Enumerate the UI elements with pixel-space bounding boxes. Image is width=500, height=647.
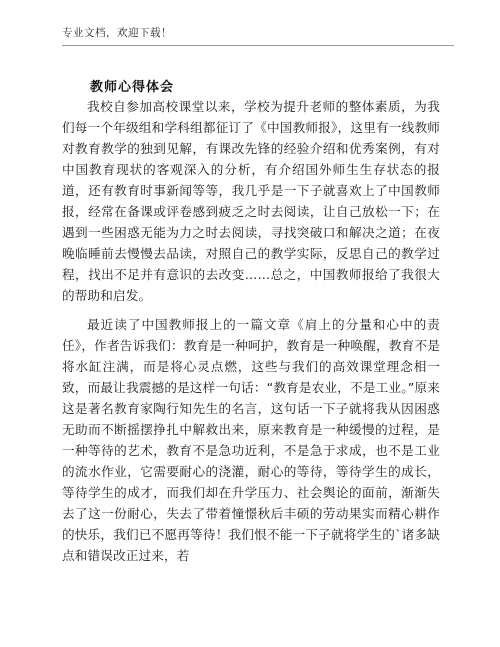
paragraph-2: 最近读了中国教师报上的一篇文章《肩上的分量和心中的责任》，作者告诉我们：教育是一种呵护，教育是一种唤醒，教育不是将水缸注满，而是将心灵点燃，这些与我们的高效课堂理念相一致，而最让我震撼的是这样一句话：“教育是农业，不是工业。”原来这是著名教育家陶行知先生的名言，这句话一下子就将我从因困惑无助而不断摇摆挣扎中解救出来，原来教育是一种缓慢的过程，是一种等待的艺术，教育不是急功近利，不是急于求成，也不是工业的流水作业，它需要耐心的浇灌，耐心的等待，等待学生的成长，等待学生的成才，而我们却在升学压力、社会舆论的面前，渐渐失去了这一份耐心，失去了带着憧憬秋后丰硕的劳动果实而精心耕作的快乐，我们已不愿再等待！我们恨不能一下子就将学生的`诸多缺点和错误改正过来，若 bbox=[62, 317, 440, 563]
header-divider bbox=[62, 45, 454, 46]
header-banner-text: 专业文档，欢迎下载！ bbox=[62, 27, 172, 39]
document-title: 教师心得体会 bbox=[90, 80, 175, 95]
paragraph-1: 我校自参加高校课堂以来，学校为提升老师的整体素质，为我们每一个年级组和学科组都征订了《中国教师报》，这里有一线教师对教育教学的独到见解，有课改先锋的经验介绍和优秀案例，有对中国教育现状的客观深入的分析，有介绍国外师生生存状态的报道，还有教育时事新闻等等，我几乎是一下子就喜欢上了中国教师报，经常在备课或评卷感到疲乏之时去阅读，让自己放松一下；在遇到一些困惑无能为力之时去阅读，寻找突破口和解决之道；在夜晚临睡前去慢慢去品读，对照自己的教学实际，反思自己的教学过程，找出不足并有意识的去改变……总之，中国教师报给了我很大的帮助和启发。 bbox=[62, 99, 440, 303]
document-text bbox=[62, 96, 440, 566]
